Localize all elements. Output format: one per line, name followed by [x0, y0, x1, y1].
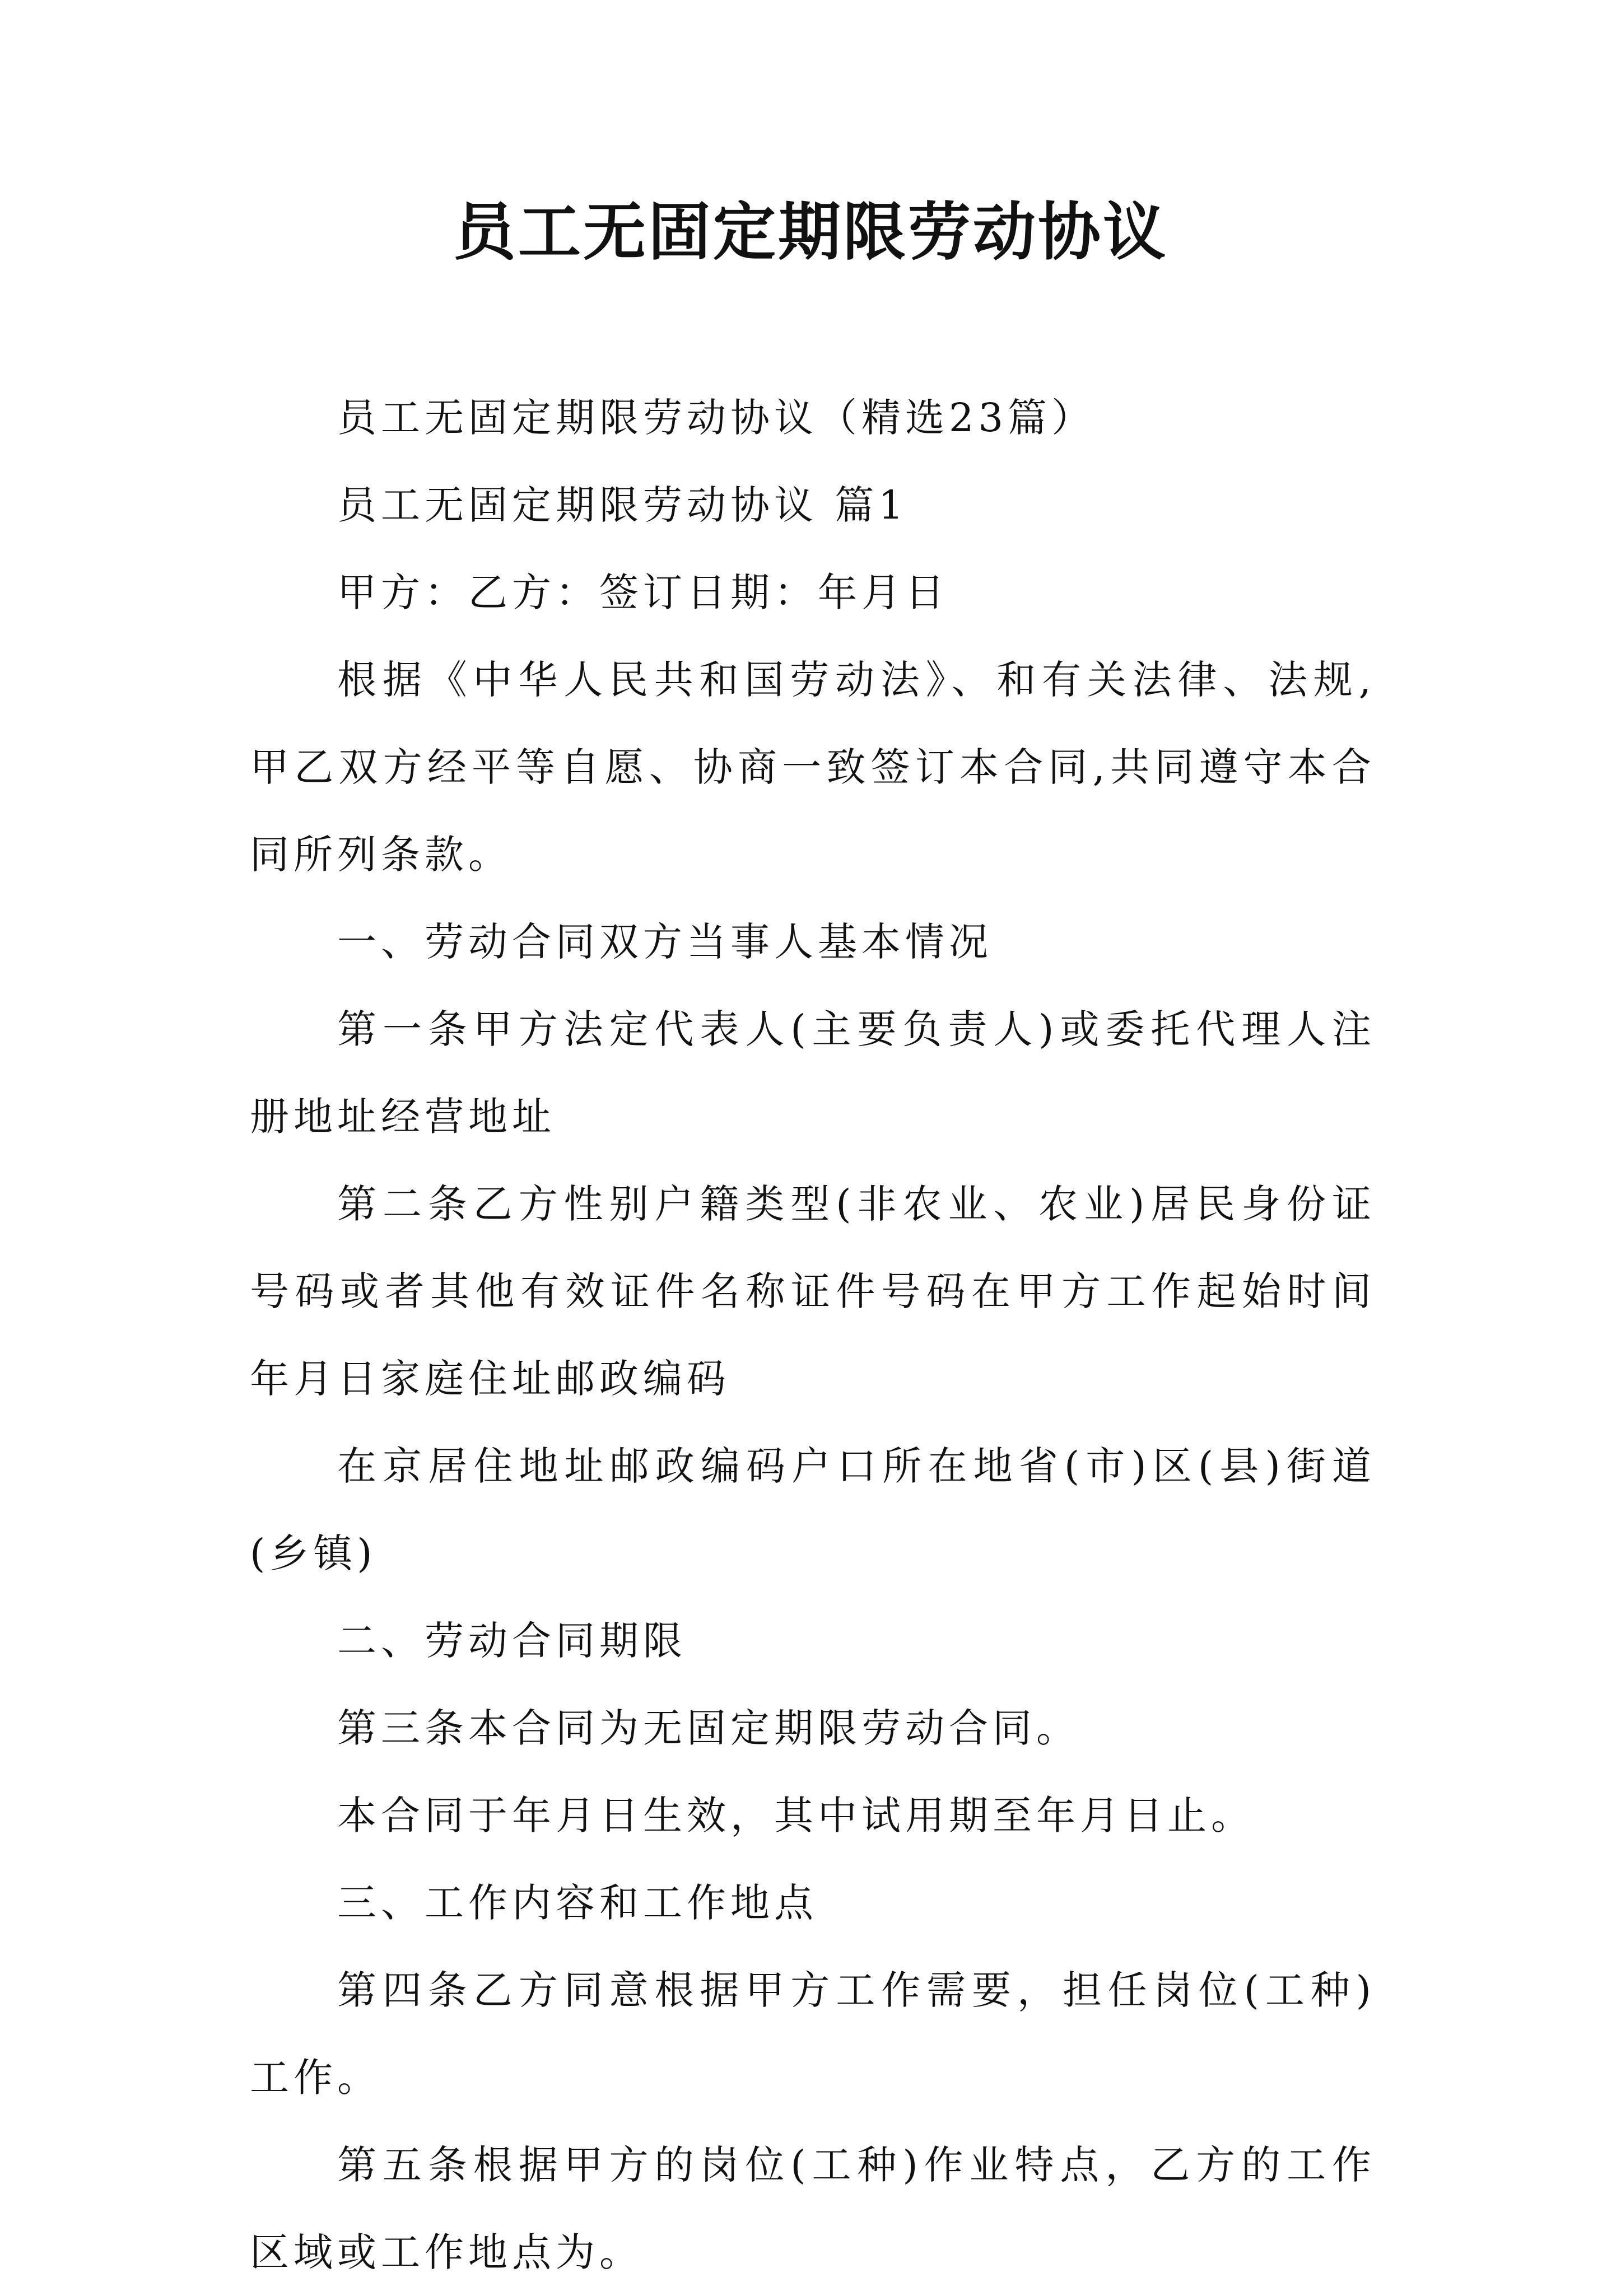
paragraph: 本合同于年月日生效，其中试用期至年月日止。 [337, 1793, 1255, 1838]
paragraph: 第三条本合同为无固定期限劳动合同。 [337, 1705, 1080, 1751]
document-body [250, 374, 1376, 2296]
paragraph: 根据《中华人民共和国劳动法》、和有关法律、法规,甲乙双方经平等自愿、协商一致签订本合同,共同遵守本合同所列条款。 [250, 657, 1376, 878]
paragraph: 甲方：乙方：签订日期：年月日 [337, 570, 949, 615]
paragraph: 第五条根据甲方的岗位(工种)作业特点，乙方的工作区域或工作地点为。 [250, 2142, 1376, 2275]
paragraph: 员工无固定期限劳动协议（精选23篇） [337, 395, 1096, 441]
paragraph: 第二条乙方性别户籍类型(非农业、农业)居民身份证号码或者其他有效证件名称证件号码在甲方工作起始时间年月日家庭住址邮政编码 [250, 1181, 1376, 1402]
section-heading: 二、劳动合同期限 [337, 1618, 687, 1664]
paragraph: 第一条甲方法定代表人(主要负责人)或委托代理人注册地址经营地址 [250, 1006, 1376, 1140]
paragraph: 在京居住地址邮政编码户口所在地省(市)区(县)街道(乡镇) [250, 1443, 1376, 1576]
section-heading: 一、劳动合同双方当事人基本情况 [337, 919, 993, 965]
document-title: 员工无固定期限劳动协议 [453, 195, 1168, 269]
section-heading: 三、工作内容和工作地点 [337, 1880, 818, 1926]
paragraph: 员工无固定期限劳动协议 篇1 [337, 482, 908, 528]
paragraph: 第四条乙方同意根据甲方工作需要，担任岗位(工种)工作。 [250, 1967, 1376, 2101]
